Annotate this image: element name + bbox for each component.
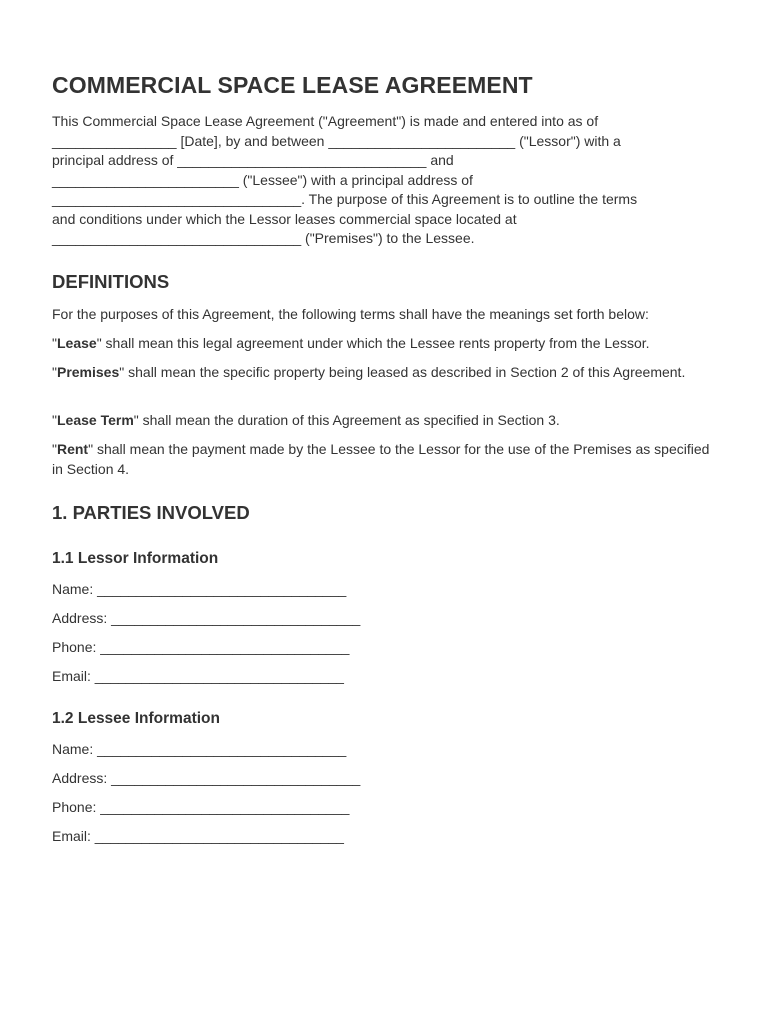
intro-line: This Commercial Space Lease Agreement ("Agreement") is made and entered into as of (52, 113, 599, 129)
quote-open: " (52, 335, 57, 351)
intro-line: ________________________ ("Lessee") with a principal address of (52, 171, 473, 188)
intro-line: and conditions under which the Lessor leases commercial space located at (52, 210, 517, 227)
definition-term: Premises (56, 364, 120, 380)
definition-lease (52, 334, 722, 354)
definition-text: " shall mean the payment made by the Lessee to the Lessor for the use of the Premises as specified in Section 4. (52, 441, 710, 477)
definition-lease-term (52, 411, 722, 431)
definition-term: Lease Term (56, 412, 134, 428)
lessee-heading: 1.2 Lessee Information (52, 710, 220, 727)
definitions-heading: DEFINITIONS (52, 271, 170, 292)
lessor-email-field[interactable]: Email: ________________________________ (52, 668, 344, 684)
quote-open: " (52, 364, 57, 380)
lessee-phone-field[interactable]: Phone: ________________________________ (52, 799, 350, 815)
lessor-heading: 1.1 Lessor Information (52, 550, 219, 567)
quote-open: " (52, 412, 57, 428)
definition-term: Rent (56, 441, 89, 457)
definition-term: Lease (56, 335, 97, 351)
definition-premises (52, 363, 692, 383)
lessor-name-field[interactable]: Name: ________________________________ (52, 581, 347, 597)
intro-line: principal address of ________________________________ and (52, 152, 454, 168)
lessor-address-field[interactable]: Address: ________________________________ (52, 610, 361, 626)
definition-rent (52, 440, 720, 479)
intro-line: ________________ [Date], by and between ________________________ ("Lessor") with a (52, 132, 621, 149)
lessee-email-field[interactable]: Email: ________________________________ (52, 828, 344, 844)
lessee-address-field[interactable]: Address: ________________________________ (52, 770, 361, 786)
definition-text: " shall mean the specific property being leased as described in Section 2 of this Agreement. (119, 364, 686, 380)
parties-heading: 1. PARTIES INVOLVED (52, 502, 250, 523)
intro-line: ________________________________ ("Premises") to the Lessee. (52, 230, 475, 246)
intro-paragraph (52, 112, 722, 249)
lessee-name-field[interactable]: Name: ________________________________ (52, 741, 347, 757)
definition-text: " shall mean the duration of this Agreement as specified in Section 3. (133, 412, 560, 428)
quote-open: " (52, 441, 57, 457)
definition-text: " shall mean this legal agreement under which the Lessee rents property from the Lessor. (96, 335, 650, 351)
document-title: COMMERCIAL SPACE LEASE AGREEMENT (52, 72, 533, 98)
intro-line: ________________________________. The purpose of this Agreement is to outline the terms (52, 191, 638, 207)
definitions-lead: For the purposes of this Agreement, the following terms shall have the meanings set forth below: (52, 306, 649, 322)
lessor-phone-field[interactable]: Phone: ________________________________ (52, 639, 350, 655)
